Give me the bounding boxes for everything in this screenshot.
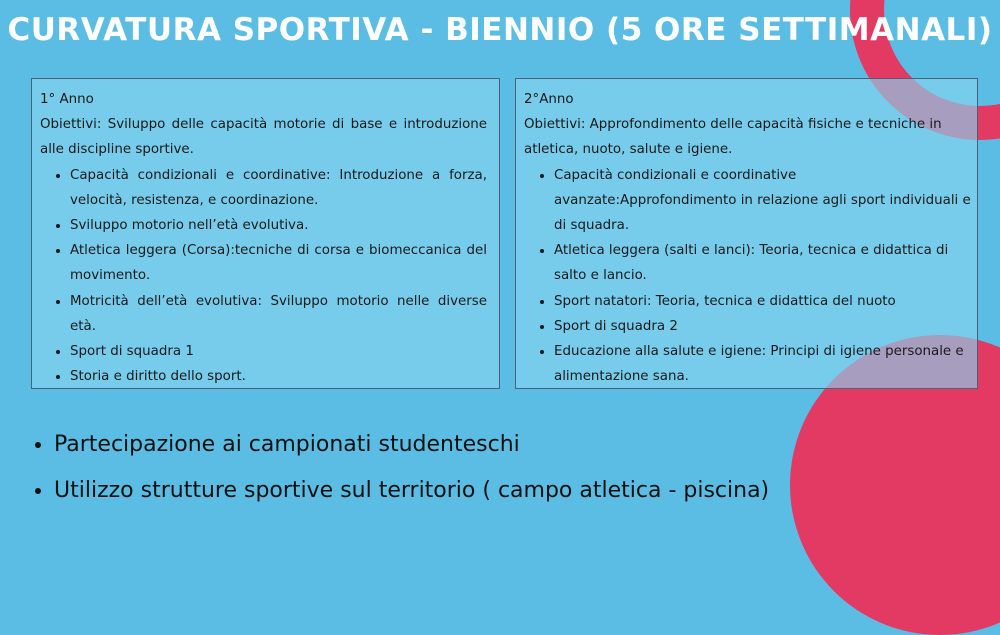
year2-item-conditional: • Capacità condizionali e coordinative avanzate:Approfondimento in relazione agli sport individuali e di squadra.: [554, 163, 973, 239]
year2-item-swimming: • Sport natatori: Teoria, tecnica e didattica del nuoto: [554, 289, 973, 314]
year2-item-team-sport: • Sport di squadra 2: [554, 314, 973, 339]
year1-box: [31, 78, 500, 389]
slide-title: CURVATURA SPORTIVA - BIENNIO (5 ORE SETTIMANALI): [7, 12, 993, 48]
year2-item-health: • Educazione alla salute e igiene: Principi di igiene personale e alimentazione sana.: [554, 339, 973, 389]
year1-item-history: • Storia e diritto dello sport.: [70, 364, 487, 389]
year1-item-conditional: • Capacità condizionali e coordinative: Introduzione a forza, velocità, resistenza, e coordinazione.: [70, 163, 487, 213]
bullet-facilities: • Utilizzo strutture sportive sul territorio ( campo atletica - piscina): [54, 468, 769, 514]
year2-heading: 2°Anno: [524, 92, 574, 107]
year2-item-athletics: • Atletica leggera (salti e lanci): Teoria, tecnica e didattica di salto e lancio.: [554, 238, 973, 288]
year1-list: [40, 163, 487, 390]
year2-list: [524, 163, 973, 390]
year1-item-motricity: • Motricità dell’età evolutiva: Sviluppo motorio nelle diverse età.: [70, 289, 487, 339]
bullet-championships: • Partecipazione ai campionati studenteschi: [54, 422, 769, 468]
year2-box: [515, 78, 978, 389]
year2-objectives: Obiettivi: Approfondimento delle capacità fisiche e tecniche in atletica, nuoto, salute e igiene.: [524, 117, 942, 158]
year1-item-development: • Sviluppo motorio nell’età evolutiva.: [70, 213, 487, 238]
main-bullet-list: [28, 422, 769, 514]
year1-item-athletics: • Atletica leggera (Corsa):tecniche di corsa e biomeccanica del movimento.: [70, 238, 487, 288]
year1-item-team-sport: • Sport di squadra 1: [70, 339, 487, 364]
year1-heading: 1° Anno: [40, 92, 94, 107]
year1-objectives: Obiettivi: Sviluppo delle capacità motorie di base e introduzione alle discipline sportive.: [40, 117, 487, 158]
